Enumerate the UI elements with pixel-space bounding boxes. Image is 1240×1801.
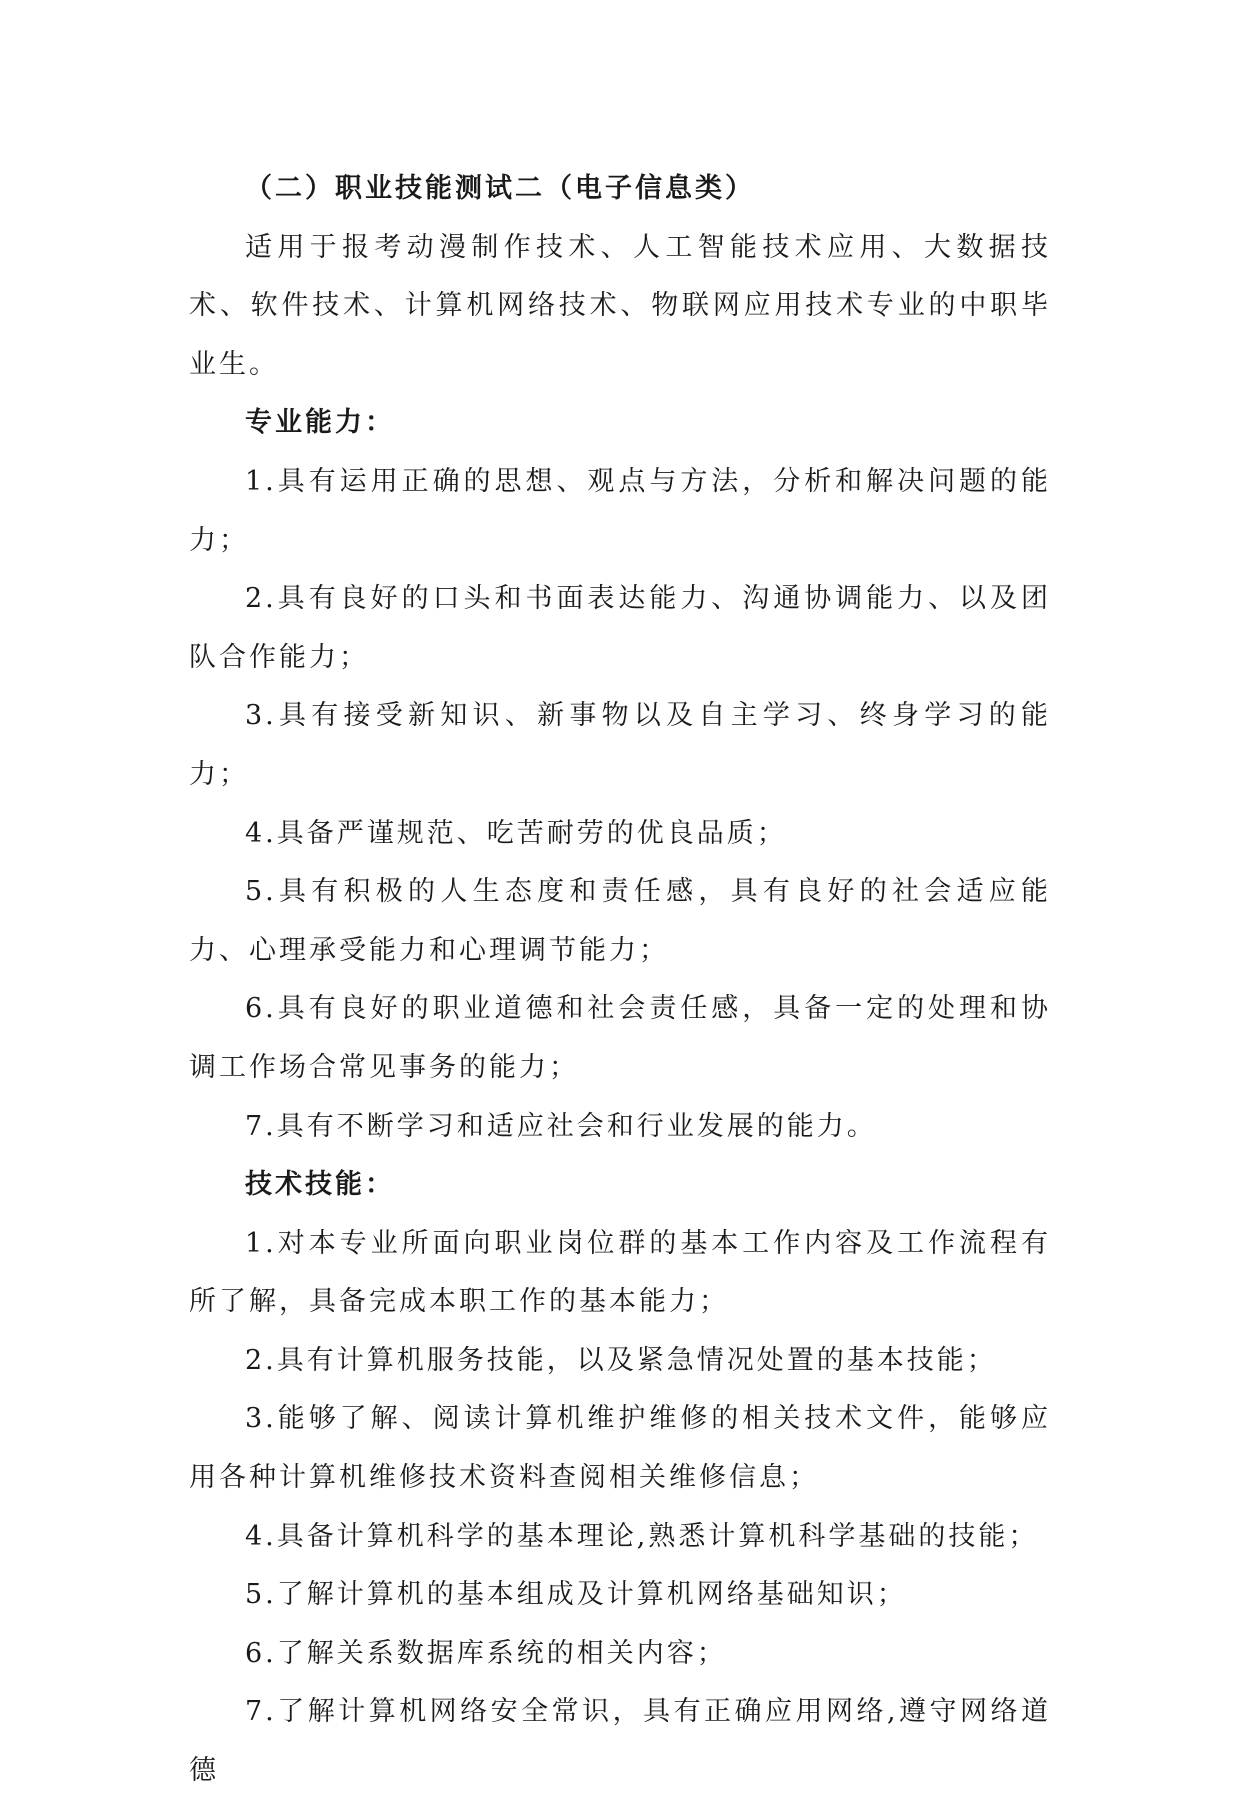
section-title: （二）职业技能测试二（电子信息类）	[245, 173, 755, 204]
technical-skills-item-3: 3.能够了解、阅读计算机维护维修的相关技术文件，能够应用各种计算机维修技术资料查阅相关维修信息；	[189, 1403, 1051, 1494]
technical-skills-heading: 技术技能：	[245, 1169, 395, 1201]
technical-skills-item-1: 1.对本专业所面向职业岗位群的基本工作内容及工作流程有所了解，具备完成本职工作的基本能力；	[189, 1227, 1051, 1318]
professional-ability-heading: 专业能力：	[245, 407, 395, 439]
technical-skills-item-4: 4.具备计算机科学的基本理论,熟悉计算机科学基础的技能；	[245, 1520, 1039, 1552]
document-body	[189, 160, 1051, 1801]
technical-skills-item-2: 2.具有计算机服务技能，以及紧急情况处置的基本技能；	[245, 1344, 997, 1376]
professional-ability-item-6: 6.具有良好的职业道德和社会责任感，具备一定的处理和协调工作场合常见事务的能力；	[189, 993, 1051, 1083]
professional-ability-item-7: 7.具有不断学习和适应社会和行业发展的能力。	[245, 1110, 877, 1142]
technical-skills-item-7: 7.了解计算机网络安全常识，具有正确应用网络,遵守网络道德	[189, 1696, 1051, 1787]
intro-paragraph: 适用于报考动漫制作技术、人工智能技术应用、大数据技术、软件技术、计算机网络技术、物联网应用技术专业的中职毕业生。	[189, 231, 1051, 380]
professional-ability-item-4: 4.具备严谨规范、吃苦耐劳的优良品质；	[245, 817, 787, 849]
professional-ability-item-5: 5.具有积极的人生态度和责任感，具有良好的社会适应能力、心理承受能力和心理调节能力；	[189, 876, 1051, 966]
technical-skills-item-6: 6.了解关系数据库系统的相关内容；	[245, 1637, 727, 1669]
professional-ability-item-3: 3.具有接受新知识、新事物以及自主学习、终身学习的能力；	[189, 700, 1051, 790]
professional-ability-item-1: 1.具有运用正确的思想、观点与方法，分析和解决问题的能力；	[189, 465, 1051, 556]
technical-skills-item-5: 5.了解计算机的基本组成及计算机网络基础知识；	[245, 1579, 907, 1611]
professional-ability-item-2: 2.具有良好的口头和书面表达能力、沟通协调能力、以及团队合作能力；	[189, 583, 1051, 673]
